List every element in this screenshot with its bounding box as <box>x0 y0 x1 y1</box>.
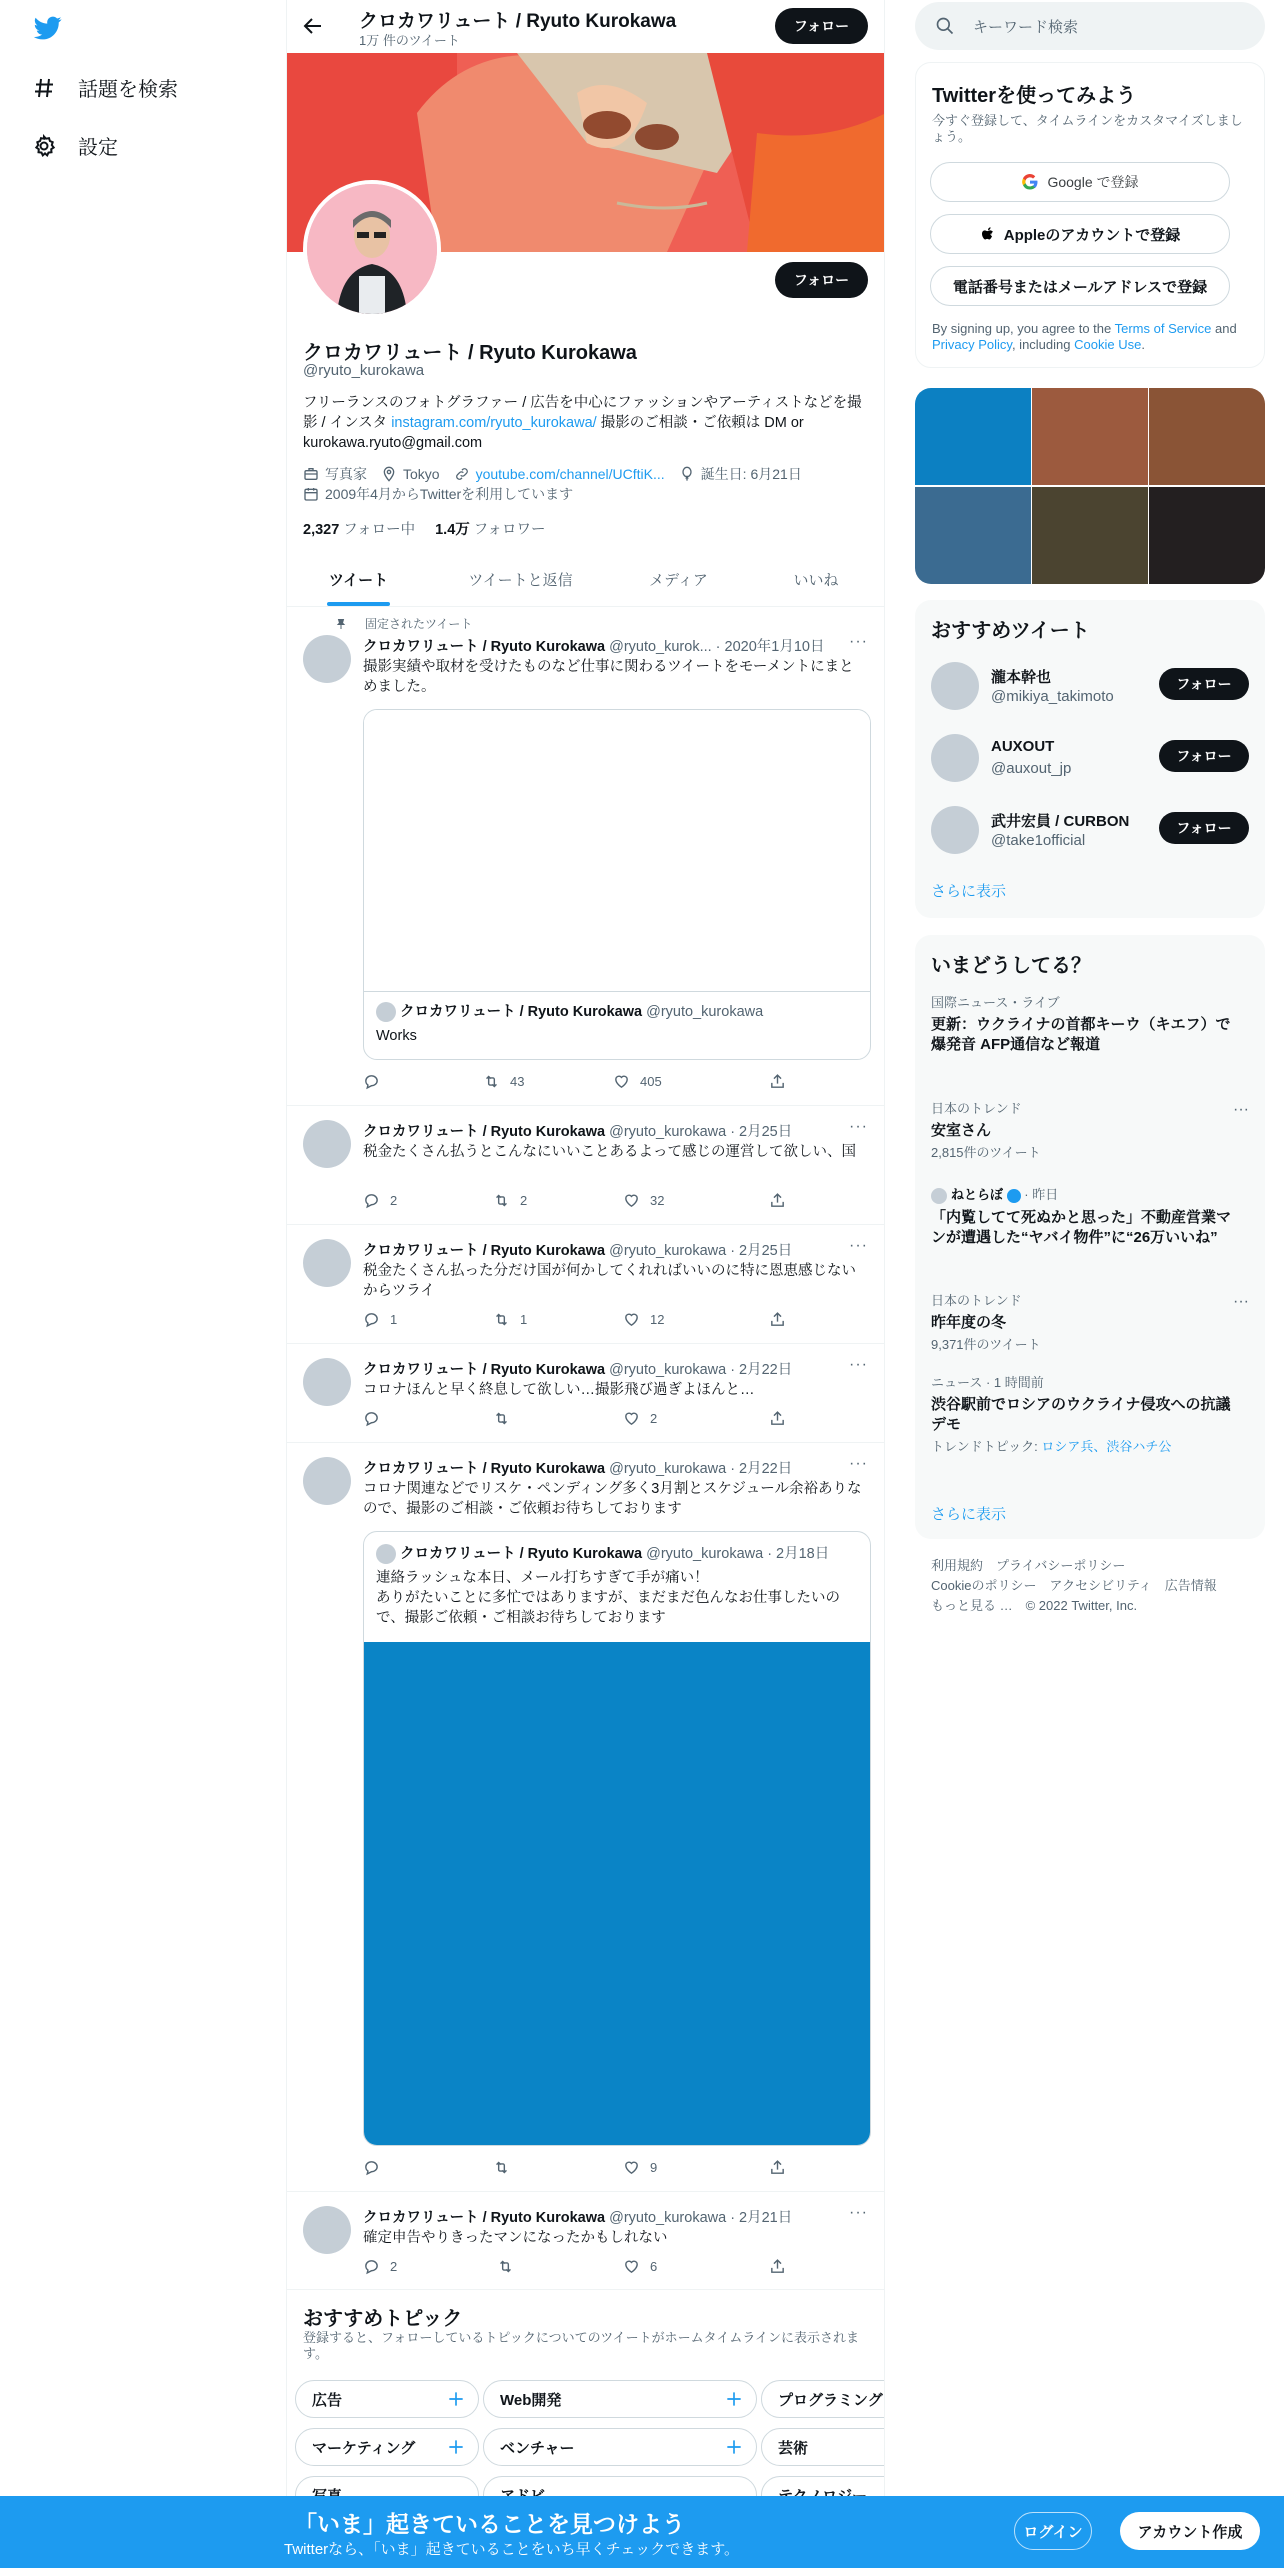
follow-button[interactable]: フォロー <box>1159 812 1249 844</box>
tweet-pinned[interactable] <box>287 607 885 1106</box>
moment-card-author <box>376 1000 763 1022</box>
suggested-user-name: 武井宏員 / CURBON <box>991 813 1130 830</box>
topic-label: マーケティング <box>312 2439 416 2457</box>
profile-joined-row <box>303 484 573 504</box>
trend-category: ニュース · 1 時間前 <box>931 1375 1044 1390</box>
media-thumbnail[interactable] <box>1032 388 1148 485</box>
tweet-actions <box>363 1410 793 1430</box>
topic-label: 芸術 <box>778 2439 809 2457</box>
profile-location: Tokyo <box>403 466 440 482</box>
verified-badge-icon <box>1007 1189 1021 1203</box>
retweet-count: 1 <box>520 1312 528 1327</box>
share-button[interactable] <box>769 2258 786 2275</box>
reply-count: 2 <box>390 2259 398 2274</box>
tweet-actions <box>363 2159 793 2179</box>
like-button[interactable] <box>623 1410 657 1427</box>
like-button[interactable] <box>623 1311 664 1328</box>
more-icon[interactable]: ··· <box>849 633 868 650</box>
suggested-user-avatar[interactable] <box>931 734 979 782</box>
trend-item[interactable] <box>931 1293 1231 1353</box>
tweet[interactable] <box>287 1225 885 1344</box>
hashtag-icon <box>32 76 56 100</box>
cookie-link[interactable]: Cookie Use <box>1074 337 1142 352</box>
suggested-user-name: 瀧本幹也 <box>991 669 1052 686</box>
reply-button[interactable] <box>363 1073 390 1090</box>
tweet-author-name[interactable]: クロカワリュート / Ryuto Kurokawa <box>363 1461 606 1477</box>
quoted-meta: @ryuto_kurokawa · 2月18日 <box>646 1546 830 1562</box>
tab-tweets-and-replies[interactable]: ツイートと返信 <box>468 572 573 589</box>
retweet-icon <box>497 2258 514 2275</box>
trend-item[interactable] <box>931 995 1231 1055</box>
profile-tabs <box>287 554 885 607</box>
link-icon <box>454 466 470 482</box>
location-icon <box>381 466 397 482</box>
trend-category: 国際ニュース・ライブ <box>931 995 1060 1010</box>
quoted-tweet-image <box>364 1642 871 2146</box>
nav-explore-label: 話題を検索 <box>78 79 178 101</box>
topics-subtitle: 登録すると、フォローしているトピックについてのツイートがホームタイムラインに表示されます。 <box>303 2330 860 2361</box>
topic-chip[interactable] <box>483 2428 757 2466</box>
topic-label: プログラミング <box>778 2391 883 2409</box>
share-icon <box>769 1410 786 1427</box>
topic-chip[interactable] <box>483 2380 757 2418</box>
retweet-icon <box>483 1073 500 1090</box>
avatar-photo <box>307 184 437 314</box>
header-follow-button[interactable]: フォロー <box>775 8 868 44</box>
profile-handle: @ryuto_kurokawa <box>303 362 425 379</box>
tweet-meta: @ryuto_kurok... · 2020年1月10日 <box>609 639 825 655</box>
profile-follow-button[interactable]: フォロー <box>775 262 868 298</box>
like-button[interactable] <box>623 2258 657 2275</box>
reply-icon <box>363 1410 380 1427</box>
topic-label: 広告 <box>312 2391 343 2409</box>
footer-line-1[interactable]: 利用規約 プライバシーポリシー <box>931 1558 1126 1573</box>
trend-title: 「内覧してて死ぬかと思った」不動産営業マンが遭遇した“ヤバイ物件”に“26万いいね” <box>931 1208 1232 1246</box>
retweet-button[interactable] <box>497 2258 524 2275</box>
topic-chip[interactable] <box>761 2428 885 2466</box>
tweet-header <box>363 1239 792 1260</box>
share-button[interactable] <box>769 2159 786 2176</box>
tweet-actions <box>363 1192 793 1212</box>
trend-topics-links[interactable]: ロシア兵、渋谷ハチ公 <box>1041 1439 1172 1454</box>
tweet-text: 税金たくさん払った分だけ国が何かしてくれればいいのに特に恩恵感じないからツライ <box>363 1263 856 1299</box>
trends-show-more-link[interactable]: さらに表示 <box>931 1506 1007 1523</box>
plus-icon <box>724 2389 744 2409</box>
trend-category: ねとらぼ · 昨日 <box>931 1187 1231 1204</box>
header-profile-name: クロカワリュート / Ryuto Kurokawa <box>359 11 677 32</box>
header-tweet-count: 1万 件のツイート <box>359 33 460 48</box>
tweet-meta: @ryuto_kurokawa · 2月22日 <box>609 1461 793 1477</box>
moment-card-image <box>364 710 871 992</box>
search-icon <box>935 16 955 36</box>
trend-title: 更新：ウクライナの首都キーウ（キエフ）で爆発音 AFP通信など報道 <box>931 1016 1231 1053</box>
nav-settings-label: 設定 <box>78 137 118 159</box>
retweet-button[interactable] <box>493 2159 520 2176</box>
heart-icon <box>623 1410 640 1427</box>
heart-icon <box>623 1311 640 1328</box>
suggested-user-avatar[interactable] <box>931 806 979 854</box>
trend-topics <box>931 1439 1231 1455</box>
profile-birthday: 誕生日: 6月21日 <box>700 466 802 482</box>
retweet-icon <box>493 1311 510 1328</box>
retweet-icon <box>493 2159 510 2176</box>
following-stat[interactable] <box>303 522 415 538</box>
followers-label: フォロワー <box>473 522 546 538</box>
retweet-count: 43 <box>510 1074 525 1089</box>
followers-count: 1.4万 <box>435 522 470 538</box>
tweet-with-quote[interactable] <box>287 1443 885 2192</box>
gear-icon <box>32 134 56 158</box>
tweet-actions <box>363 1311 793 1331</box>
tweet-meta: @ryuto_kurokawa · 2月22日 <box>609 1362 793 1378</box>
moment-card[interactable] <box>363 709 871 1060</box>
phone-email-signup-button[interactable] <box>930 266 1230 306</box>
tweet-author-name[interactable]: クロカワリュート / Ryuto Kurokawa <box>363 1124 606 1140</box>
quoted-author-name: クロカワリュート / Ryuto Kurokawa <box>400 1546 643 1562</box>
tweet-avatar[interactable] <box>303 2206 351 2254</box>
tweet-meta: @ryuto_kurokawa · 2月25日 <box>609 1243 793 1259</box>
trend-topics-prefix: トレンドトピック: <box>931 1439 1042 1454</box>
quoted-tweet-text <box>376 1568 860 1628</box>
footer-line-2[interactable]: Cookieのポリシー アクセシビリティ 広告情報 <box>931 1578 1217 1593</box>
following-count: 2,327 <box>303 522 340 538</box>
more-icon[interactable]: ··· <box>849 2204 868 2221</box>
tweet-avatar[interactable] <box>303 1120 351 1168</box>
like-count: 12 <box>650 1312 665 1327</box>
prompt-subtitle: Twitterなら、「いま」起きていることをいち早くチェックできます。 <box>284 2541 740 2558</box>
reply-icon <box>363 1073 380 1090</box>
back-arrow-icon[interactable] <box>301 14 325 38</box>
heart-icon <box>623 1192 640 1209</box>
topic-chip[interactable] <box>295 2428 479 2466</box>
followers-stat[interactable] <box>435 522 545 538</box>
share-icon <box>769 2159 786 2176</box>
tweet[interactable] <box>287 2192 885 2290</box>
profile-bio <box>303 393 863 453</box>
reply-icon <box>363 1311 380 1328</box>
source-avatar <box>931 1188 947 1204</box>
trends-panel <box>915 935 1265 1539</box>
footer-links <box>931 1556 1217 1616</box>
trend-item[interactable] <box>931 1375 1231 1455</box>
retweet-button[interactable] <box>493 1192 527 1209</box>
reply-count: 1 <box>390 1312 398 1327</box>
card-author-name: クロカワリュート / Ryuto Kurokawa <box>400 1004 643 1020</box>
profile-category: 写真家 <box>325 466 367 482</box>
following-label: フォロー中 <box>343 522 416 538</box>
trends-title: いまどうしてる？ <box>931 955 1091 977</box>
suggested-user-handle: @auxout_jp <box>991 760 1072 777</box>
signup-button[interactable]: アカウント作成 <box>1120 2512 1260 2550</box>
google-icon <box>1021 173 1039 191</box>
follow-button[interactable]: フォロー <box>1159 740 1249 772</box>
heart-icon <box>623 2159 640 2176</box>
tweet-header <box>363 2206 792 2227</box>
tweet-avatar[interactable] <box>303 1239 351 1287</box>
tweet-meta: @ryuto_kurokawa · 2月25日 <box>609 1124 793 1140</box>
like-count: 32 <box>650 1193 665 1208</box>
right-sidebar <box>885 0 1284 2568</box>
suggested-user-handle: @mikiya_takimoto <box>991 688 1114 705</box>
card-author-handle: @ryuto_kurokawa <box>646 1004 764 1020</box>
retweet-count: 2 <box>520 1193 528 1208</box>
media-thumbnail[interactable] <box>1149 388 1265 485</box>
quoted-avatar <box>376 1544 396 1564</box>
search-placeholder: キーワード検索 <box>973 18 1079 36</box>
media-thumbnail[interactable] <box>1149 487 1265 584</box>
tweet-text: コロナほんと早く終息して欲しい…撮影飛び過ぎよほんと… <box>363 1382 755 1398</box>
more-icon[interactable]: ··· <box>849 1356 868 1373</box>
profile-website-link[interactable]: youtube.com/channel/UCftiK... <box>475 466 665 482</box>
signup-legal <box>932 321 1252 353</box>
more-icon[interactable]: ··· <box>849 1237 868 1254</box>
share-icon <box>769 1073 786 1090</box>
tweet-author-name[interactable]: クロカワリュート / Ryuto Kurokawa <box>363 1243 606 1259</box>
trend-count: 9,371件のツイート <box>931 1337 1041 1352</box>
trend-title: 昨年度の冬 <box>931 1314 1007 1331</box>
google-signup-label: Google で登録 <box>1047 174 1139 190</box>
like-button[interactable] <box>623 2159 657 2176</box>
who-to-follow-title: おすすめツイート <box>931 620 1090 642</box>
suggested-user-handle: @take1official <box>991 832 1086 849</box>
moment-card-title: Works <box>376 1028 417 1044</box>
signup-title: Twitterを使ってみよう <box>932 85 1137 107</box>
apple-signup-button[interactable] <box>930 214 1230 254</box>
profile-meta-row <box>303 464 802 484</box>
reply-icon <box>363 2258 380 2275</box>
legal-text-2: and <box>1211 321 1237 336</box>
tweet-header <box>363 1358 792 1379</box>
profile-header-bar <box>287 0 885 53</box>
who-to-follow-panel <box>915 600 1265 918</box>
quoted-tweet[interactable] <box>363 1531 871 2146</box>
left-sidebar <box>0 0 286 2568</box>
share-icon <box>769 1311 786 1328</box>
tweet-text: 税金たくさん払うとこんなにいいことあるよって感じの運営して欲しい、国 <box>363 1144 856 1160</box>
topic-chip[interactable] <box>295 2380 479 2418</box>
bio-text-2: 撮影のご相談・ご依頼は DM or kurokawa.ryuto@gmail.com <box>303 415 804 451</box>
balloon-icon <box>679 466 695 482</box>
tweet-actions <box>363 2258 793 2278</box>
plus-icon <box>724 2437 744 2457</box>
tweet-meta: @ryuto_kurokawa · 2月21日 <box>609 2210 793 2226</box>
terms-link[interactable]: Terms of Service <box>1114 321 1212 336</box>
share-icon <box>769 2258 786 2275</box>
trend-title: 渋谷駅前でロシアのウクライナ侵攻への抗議デモ <box>931 1396 1231 1433</box>
legal-text-3: , including <box>1011 337 1075 352</box>
more-icon[interactable]: ··· <box>1233 1293 1249 1310</box>
share-button[interactable] <box>769 1311 786 1328</box>
nav-explore[interactable] <box>32 73 178 102</box>
active-tab-indicator <box>327 602 390 606</box>
signup-panel <box>915 62 1265 368</box>
heart-icon <box>623 2258 640 2275</box>
reply-button[interactable] <box>363 2159 390 2176</box>
media-thumbnail[interactable] <box>915 388 1031 485</box>
suggested-user-name: AUXOUT <box>991 738 1055 755</box>
pin-icon <box>335 618 347 630</box>
trend-category: 日本のトレンド <box>931 1293 1022 1308</box>
tweet-text: 確定申告やりきったマンになったかもしれない <box>363 2230 668 2246</box>
like-count: 2 <box>650 1411 658 1426</box>
topic-chip[interactable] <box>761 2380 885 2418</box>
profile-follow-stats <box>303 518 546 539</box>
tweet-text: コロナ関連などでリスケ・ペンディング多く3月割とスケジュール余裕ありなので、撮影のご相談・ご依頼お待ちしております <box>363 1481 862 1517</box>
privacy-link[interactable]: Privacy Policy <box>932 337 1012 352</box>
more-icon[interactable]: ··· <box>1233 1101 1249 1118</box>
tweet-author-name[interactable]: クロカワリュート / Ryuto Kurokawa <box>363 1362 606 1378</box>
media-thumbnail[interactable] <box>915 487 1031 584</box>
apple-signup-label: Appleのアカウントで登録 <box>1003 226 1181 244</box>
quoted-tweet-header <box>376 1542 829 1564</box>
trend-count: 2,815件のツイート <box>931 1145 1041 1160</box>
reply-icon <box>363 1192 380 1209</box>
trend-source: ねとらぼ <box>951 1187 1004 1202</box>
plus-icon <box>446 2437 466 2457</box>
profile-name: クロカワリュート / Ryuto Kurokawa <box>303 342 637 364</box>
media-thumbnail[interactable] <box>1032 487 1148 584</box>
trend-item[interactable] <box>931 1101 1231 1161</box>
retweet-button[interactable] <box>493 1410 520 1427</box>
reply-button[interactable] <box>363 2258 397 2275</box>
twitter-logo-icon[interactable] <box>32 14 64 42</box>
login-prompt-bar <box>0 2496 1284 2568</box>
signup-subtitle: 今すぐ登録して、タイムラインをカスタマイズしましょう。 <box>932 113 1243 144</box>
tweet-text: 撮影実績や取材を受けたものなど仕事に関わるツイートをモーメントにまとめました。 <box>363 659 854 695</box>
tweet-header <box>363 635 825 656</box>
reply-button[interactable] <box>363 1311 397 1328</box>
calendar-icon <box>303 486 319 502</box>
tweet[interactable] <box>287 1106 885 1225</box>
tab-tweets[interactable]: ツイート <box>328 572 389 589</box>
footer-line-3[interactable]: もっと見る … © 2022 Twitter, Inc. <box>931 1598 1138 1613</box>
profile-joined: 2009年4月からTwitterを利用しています <box>325 486 574 502</box>
prompt-title: 「いま」起きていることを見つけよう <box>294 2511 685 2537</box>
apple-icon <box>980 225 996 243</box>
nav-settings[interactable] <box>32 131 118 160</box>
login-button[interactable]: ログイン <box>1014 2512 1092 2550</box>
suggested-user[interactable] <box>915 722 1265 794</box>
tweet-avatar[interactable] <box>303 1457 351 1505</box>
like-count: 405 <box>640 1074 662 1089</box>
share-button[interactable] <box>769 1410 786 1427</box>
moment-card-avatar <box>376 1002 396 1022</box>
phone-email-signup-label: 電話番号またはメールアドレスで登録 <box>952 278 1208 296</box>
pinned-label <box>335 615 472 632</box>
retweet-icon <box>493 1192 510 1209</box>
suggested-user-avatar[interactable] <box>931 662 979 710</box>
tweet-avatar[interactable] <box>303 635 351 683</box>
heart-icon <box>613 1073 630 1090</box>
more-icon[interactable]: ··· <box>849 1118 868 1135</box>
legal-text-1: By signing up, you agree to the <box>932 321 1115 336</box>
tweet-actions <box>363 1073 793 1093</box>
briefcase-icon <box>303 466 319 482</box>
profile-avatar[interactable] <box>303 180 441 318</box>
tab-likes[interactable]: いいね <box>793 572 839 589</box>
tab-media[interactable]: メディア <box>649 572 708 589</box>
search-box[interactable] <box>915 2 1265 50</box>
topic-label: Web開発 <box>500 2391 562 2409</box>
reply-button[interactable] <box>363 1410 390 1427</box>
more-icon[interactable]: ··· <box>849 1455 868 1472</box>
like-count: 6 <box>650 2259 658 2274</box>
reply-count: 2 <box>390 1193 398 1208</box>
media-gallery[interactable] <box>915 388 1265 584</box>
topic-label: ベンチャー <box>500 2439 575 2457</box>
bio-instagram-link[interactable]: instagram.com/ryuto_kurokawa/ <box>391 415 597 431</box>
profile-column <box>286 0 885 2568</box>
share-icon <box>769 1192 786 1209</box>
retweet-button[interactable] <box>483 1073 524 1090</box>
quoted-text-line-2: ありがたいことに多忙ではありますが、まだまだ色んなお仕事したいので、撮影ご依頼・ご相談お待ちしております <box>376 1590 840 1626</box>
tweet-header <box>363 1120 792 1141</box>
like-button[interactable] <box>623 1192 664 1209</box>
pinned-text: 固定されたツイート <box>365 617 473 631</box>
tweet[interactable] <box>287 1344 885 1443</box>
share-button[interactable] <box>769 1192 786 1209</box>
tweet-header <box>363 1457 792 1478</box>
plus-icon <box>446 2389 466 2409</box>
trend-title: 安室さん <box>931 1122 992 1139</box>
like-button[interactable] <box>613 1073 662 1090</box>
bio-text-1: フリーランスのフォトグラファー / 広告を中心にファッションやアーティストなどを撮影 / インスタ <box>303 395 862 431</box>
topics-title: おすすめトピック <box>303 2308 463 2330</box>
like-count: 9 <box>650 2160 658 2175</box>
trend-item[interactable] <box>931 1187 1231 1248</box>
tweet-author-name[interactable]: クロカワリュート / Ryuto Kurokawa <box>363 2210 606 2226</box>
trend-category: 日本のトレンド <box>931 1101 1022 1116</box>
tweet-avatar[interactable] <box>303 1358 351 1406</box>
suggested-user[interactable] <box>915 794 1265 866</box>
retweet-button[interactable] <box>493 1311 527 1328</box>
retweet-icon <box>493 1410 510 1427</box>
follow-button[interactable]: フォロー <box>1159 668 1249 700</box>
reply-icon <box>363 2159 380 2176</box>
suggested-user[interactable] <box>915 650 1265 722</box>
quoted-text-line-1: 連絡ラッシュな本日、メール打ちすぎて手が痛い！ <box>376 1570 709 1586</box>
google-signup-button[interactable] <box>930 162 1230 202</box>
legal-text-4: . <box>1141 337 1145 352</box>
show-more-link[interactable]: さらに表示 <box>931 883 1007 900</box>
tweet-author-name[interactable]: クロカワリュート / Ryuto Kurokawa <box>363 639 606 655</box>
reply-button[interactable] <box>363 1192 397 1209</box>
share-button[interactable] <box>769 1073 786 1090</box>
